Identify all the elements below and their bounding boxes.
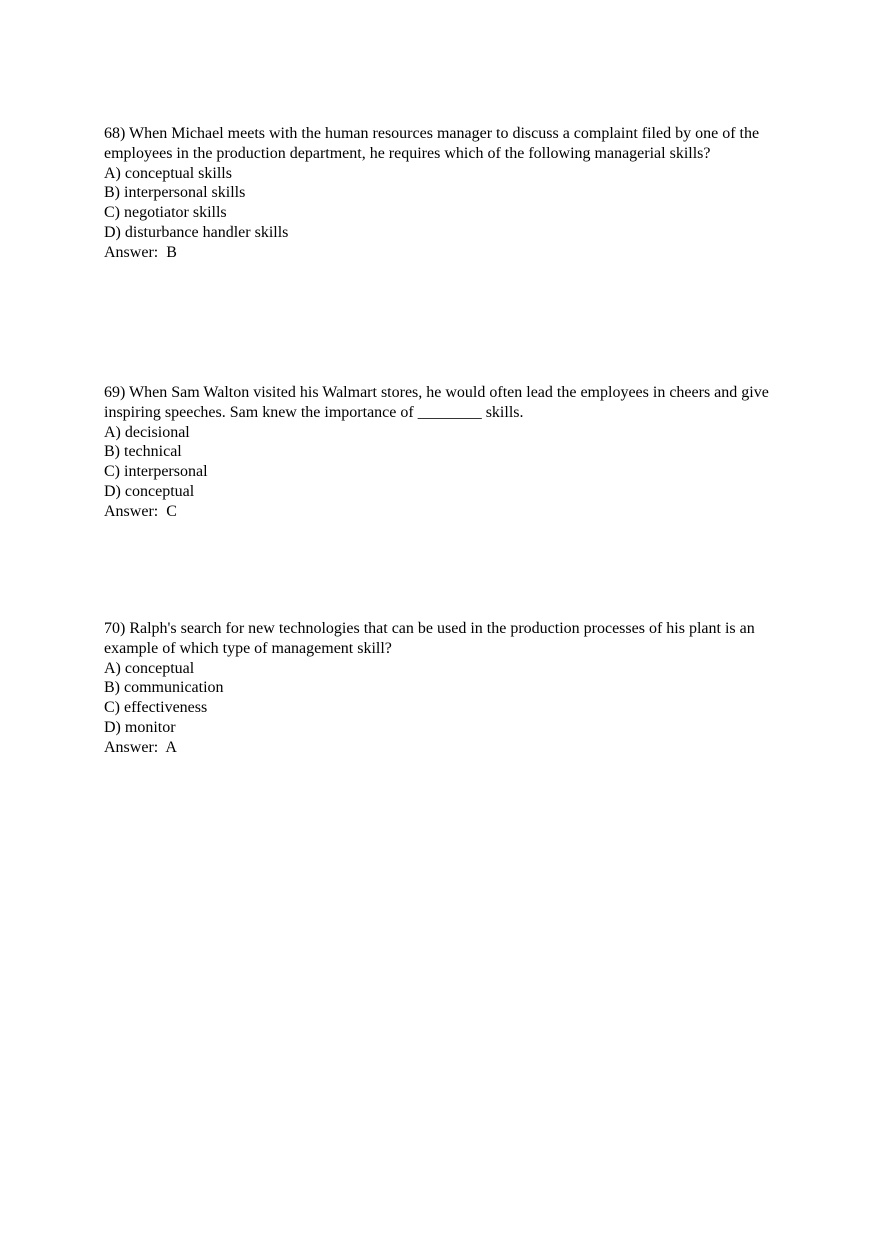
answer-label: Answer:	[104, 738, 166, 756]
option-d: D) disturbance handler skills	[104, 223, 289, 241]
answer-label: Answer:	[104, 502, 167, 520]
option-d: D) monitor	[104, 718, 176, 736]
option-a: A) decisional	[104, 423, 190, 441]
answer-value: A	[165, 738, 177, 756]
answer-value: B	[166, 243, 177, 261]
option-b: B) communication	[104, 679, 224, 697]
question-68	[104, 124, 784, 263]
option-c: C) negotiator skills	[104, 204, 227, 222]
answer-value: C	[166, 502, 177, 520]
question-text: 70) Ralph's search for new technologies that can be used in the production processes of his plant is an example of which type of management skill?	[104, 620, 755, 657]
option-b: B) interpersonal skills	[104, 184, 246, 202]
question-text: 69) When Sam Walton visited his Walmart stores, he would often lead the employees in cheers and give inspiring speeches. Sam knew the importance of ________ skills.	[104, 384, 769, 421]
question-text: 68) When Michael meets with the human resources manager to discuss a complaint filed by one of the employees in the production department, he requires which of the following managerial skills?	[104, 125, 760, 162]
option-b: B) technical	[104, 443, 182, 461]
question-70	[104, 619, 784, 758]
question-69	[104, 383, 784, 522]
answer-line	[104, 243, 784, 263]
answer-label: Answer:	[104, 243, 167, 261]
option-c: C) effectiveness	[104, 699, 208, 717]
option-a: A) conceptual skills	[104, 164, 232, 182]
option-d: D) conceptual	[104, 482, 195, 500]
option-c: C) interpersonal	[104, 463, 208, 481]
answer-line	[104, 502, 784, 522]
option-a: A) conceptual	[104, 659, 195, 677]
answer-line	[104, 738, 784, 758]
